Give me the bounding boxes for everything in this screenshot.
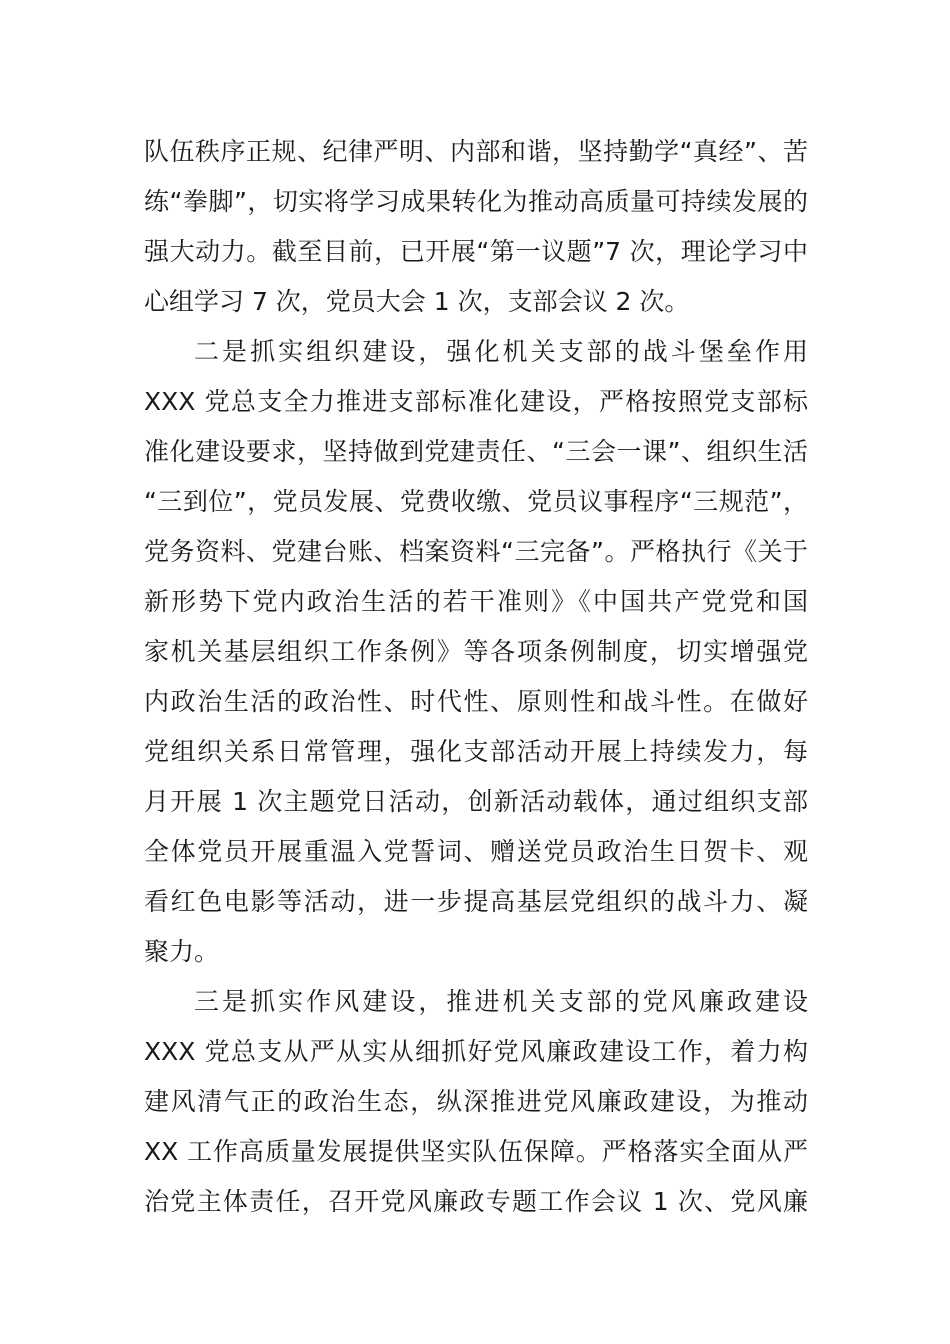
paragraph-2-line-7: 家机关基层组织工作条例》等各项条例制度，切实增强党: [144, 637, 808, 666]
paragraph-2-line-2: XXX 党总支全力推进支部标准化建设，严格按照党支部标: [144, 387, 808, 416]
paragraph-3-line-3: 建风清气正的政治生态，纵深推进党风廉政建设，为推动: [144, 1087, 808, 1116]
paragraph-1-line-2: 练“拳脚”，切实将学习成果转化为推动高质量可持续发展的: [144, 187, 808, 216]
paragraph-3-line-5: 治党主体责任，召开党风廉政专题工作会议 1 次、党风廉: [144, 1187, 808, 1216]
paragraph-2-line-8: 内政治生活的政治性、时代性、原则性和战斗性。在做好: [144, 687, 808, 716]
paragraph-3-line-4: XX 工作高质量发展提供坚实队伍保障。严格落实全面从严: [144, 1137, 808, 1166]
paragraph-2-line-5: 党务资料、党建台账、档案资料“三完备”。严格执行《关于: [144, 537, 808, 566]
paragraph-2-line-12: 看红色电影等活动，进一步提高基层党组织的战斗力、凝: [144, 887, 808, 916]
paragraph-2-line-9: 党组织关系日常管理，强化支部活动开展上持续发力，每: [144, 737, 808, 766]
paragraph-1-line-4: 心组学习 7 次，党员大会 1 次，支部会议 2 次。: [144, 287, 690, 316]
paragraph-2-line-3: 准化建设要求，坚持做到党建责任、“三会一课”、组织生活: [144, 437, 808, 466]
paragraph-1-line-1: 队伍秩序正规、纪律严明、内部和谐，坚持勤学“真经”、苦: [144, 137, 808, 166]
paragraph-2-line-10: 月开展 1 次主题党日活动，创新活动载体，通过组织支部: [144, 787, 808, 816]
paragraph-3-heading-line: 三是抓实作风建设，推进机关支部的党风廉政建设: [194, 987, 808, 1016]
document-body: [144, 127, 808, 1227]
paragraph-2-heading-line: 二是抓实组织建设，强化机关支部的战斗堡垒作用: [194, 337, 808, 366]
paragraph-2-line-11: 全体党员开展重温入党誓词、赠送党员政治生日贺卡、观: [144, 837, 808, 866]
paragraph-2-line-4: “三到位”，党员发展、党费收缴、党员议事程序“三规范”，: [144, 487, 808, 516]
paragraph-1-line-3: 强大动力。截至目前，已开展“第一议题”7 次，理论学习中: [144, 237, 808, 266]
paragraph-2-line-6: 新形势下党内政治生活的若干准则》《中国共产党党和国: [144, 587, 808, 616]
paragraph-2-line-13: 聚力。: [144, 937, 220, 966]
paragraph-3-line-2: XXX 党总支从严从实从细抓好党风廉政建设工作，着力构: [144, 1037, 808, 1066]
